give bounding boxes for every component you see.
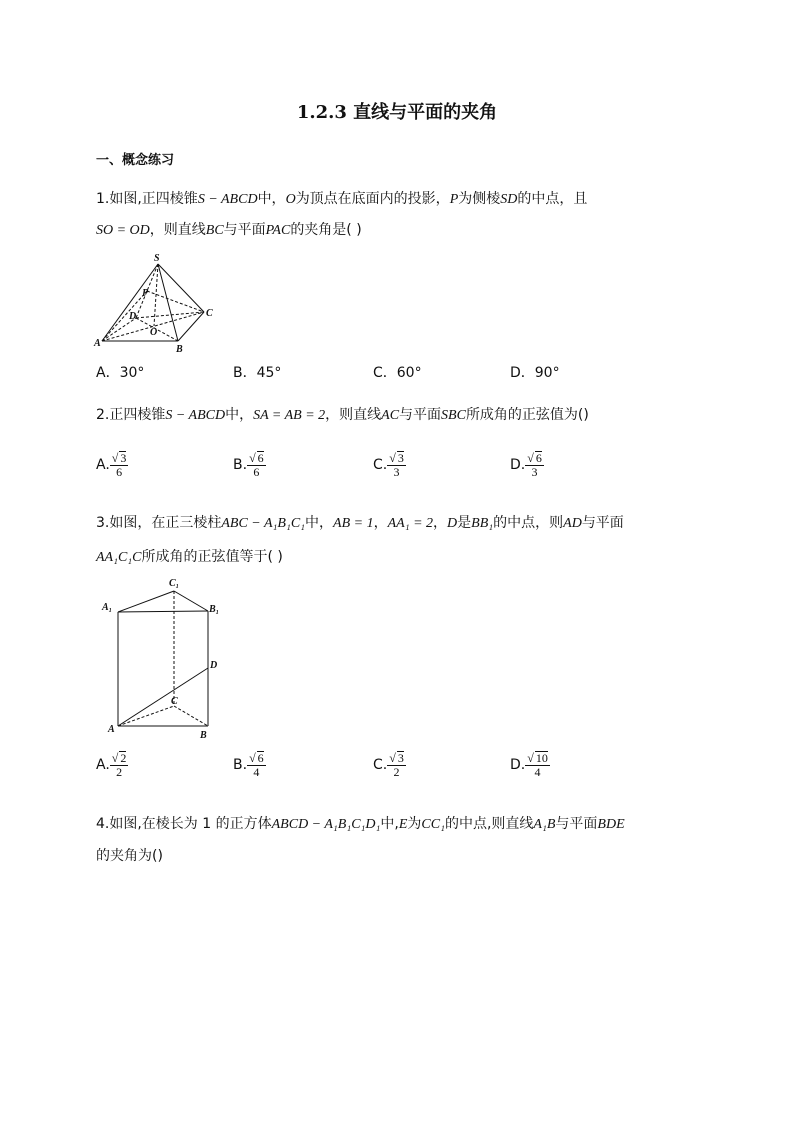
math: P [449,192,459,207]
edge-ap [102,291,147,341]
question-number: 4. [96,816,110,832]
label-c: C [206,308,213,319]
denominator: 3 [531,465,538,479]
q-text: 为顶点在底面内的投影， [295,191,450,207]
edge-bc [178,312,204,341]
math: AB = 1 [333,516,374,531]
q-text: 如图,在棱长为 1 的正方体 [109,816,272,832]
denominator: 3 [393,465,400,479]
option-label: A. [96,457,110,473]
fraction: $\frac{√ 3}{3}$ [389,451,404,479]
denominator: 6 [253,465,260,479]
edge-a1c1 [118,591,174,612]
q-text: 中， [305,515,334,531]
fraction: $\frac{√ 10}{4}$ [527,751,548,779]
question-4-line-2 [96,846,163,866]
q-text: ，则直线 [149,222,206,238]
option-label: D. [510,457,526,473]
prism-figure [98,574,228,742]
edge-c1b1 [174,591,208,611]
label-d: D [129,311,137,322]
math: BDE [597,817,625,832]
q-text: 如图,正四棱锥 [109,191,198,207]
math: SD [500,192,518,207]
page-title: 1.2.3 直线与平面的夹角 [296,102,498,123]
question-3-line-1 [96,513,624,534]
denominator: 6 [116,465,123,479]
label-a1: A₁ [102,602,113,613]
q3-option-c [373,751,406,779]
radicand: 6 [535,451,542,465]
q2-option-c [373,451,406,479]
q-text: 为侧棱 [458,191,501,207]
math: E [398,817,408,832]
edge-sb [158,264,178,341]
math: ABCD − A₁B₁C₁D₁ [271,817,381,832]
edge-a1b1 [118,611,208,612]
q-text: 的中点，则 [493,515,564,531]
math: PAC [265,223,291,238]
question-number: 3. [96,515,110,531]
label-c: C [171,696,178,707]
math: O [285,192,296,207]
q-text: 如图，在正三棱柱 [109,515,222,531]
q-text: 中, [380,816,399,832]
q-text: 的中点，且 [517,191,588,207]
pyramid-figure [92,250,222,354]
q-text: 正四棱锥 [109,407,166,423]
section-heading: 一、概念练习 [96,153,175,168]
fraction: $\frac{√ 6}{6}$ [249,451,264,479]
q-text: 中， [225,407,254,423]
math: BB₁ [471,516,494,531]
question-2-line-1 [96,405,589,426]
question-number: 2. [96,407,110,423]
math: CC₁ [421,817,445,832]
q-text: 与平面 [223,222,266,238]
q-text: 的夹角为() [96,848,163,864]
radicand: 3 [397,451,404,465]
question-4-line-1 [96,814,625,835]
fraction: $\frac{√ 3}{6}$ [111,451,127,479]
label-d: D [210,660,218,671]
fraction: $\frac{√ 6}{4}$ [249,751,264,779]
question-1-line-1 [96,189,587,210]
radicand: 6 [257,451,264,465]
math: AA₁ = 2 [387,516,434,531]
radicand: 6 [257,751,264,765]
question-1-line-2 [96,220,362,241]
denominator: 2 [393,765,400,779]
label-a: A [108,724,115,735]
q1-option-c: C．60° [373,365,422,381]
option-label: A. [96,757,110,773]
math: A₁B [533,817,556,832]
edge-cb [174,706,208,726]
question-number: 1. [96,191,110,207]
radicand: 3 [120,451,127,465]
label-o: O [150,327,158,338]
q-text: 与平面 [555,816,598,832]
q3-option-a [96,751,128,779]
edge-ad [118,668,208,726]
q3-option-b [233,751,266,779]
q-text: 与平面 [399,407,442,423]
math: BC [205,223,224,238]
label-b1: B₁ [209,604,220,615]
label-a: A [94,338,101,349]
q-text: 是 [457,515,472,531]
math: S − ABCD [197,192,258,207]
math: S − ABCD [165,408,226,423]
option-label: B. [233,457,248,473]
q-text: 的中点,则直线 [444,816,534,832]
q1-option-b: B．45° [233,365,282,381]
q-text: 为 [407,816,422,832]
math: AC [381,408,400,423]
q-text: 的夹角是( ) [290,222,362,238]
fraction: $\frac{√ 3}{2}$ [389,751,404,779]
q-text: 所成角的正弦值为() [465,407,589,423]
label-b: B [200,730,207,741]
radicand: 3 [397,751,404,765]
math: AA₁C₁C [96,550,142,565]
radicand: 2 [120,751,127,765]
edge-ac [118,706,174,726]
q-text: ， [373,515,388,531]
fraction: $\frac{√ 6}{3}$ [527,451,542,479]
math: AD [563,516,582,531]
q1-option-a: A．30° [96,365,145,381]
question-3-line-2 [96,547,283,568]
q2-option-d [510,451,544,479]
option-label: C. [373,457,388,473]
math: SO = OD [96,223,150,238]
edge-sc [158,264,204,312]
label-p: P [142,288,149,299]
option-label: B. [233,757,248,773]
label-b: B [176,344,183,354]
q2-option-a [96,451,128,479]
radicand: 10 [535,751,548,765]
math: ABC − A₁B₁C₁ [221,516,306,531]
label-s: S [154,253,160,264]
q-text: ， [433,515,448,531]
q-text: 所成角的正弦值等于( ) [141,549,283,565]
math: SA = AB = 2 [253,408,326,423]
math: D [447,516,458,531]
denominator: 4 [534,765,541,779]
math: SBC [441,408,466,423]
denominator: 2 [116,765,123,779]
option-label: C. [373,757,388,773]
q3-option-d [510,751,550,779]
q2-option-b [233,451,266,479]
q1-option-d: D．90° [510,365,560,381]
q-text: ，则直线 [325,407,382,423]
option-label: D. [510,757,526,773]
fraction: $\frac{√ 2}{2}$ [111,751,127,779]
q-text: 与平面 [581,515,624,531]
label-c1: C₁ [169,578,180,589]
q-text: 中， [257,191,286,207]
denominator: 4 [253,765,260,779]
